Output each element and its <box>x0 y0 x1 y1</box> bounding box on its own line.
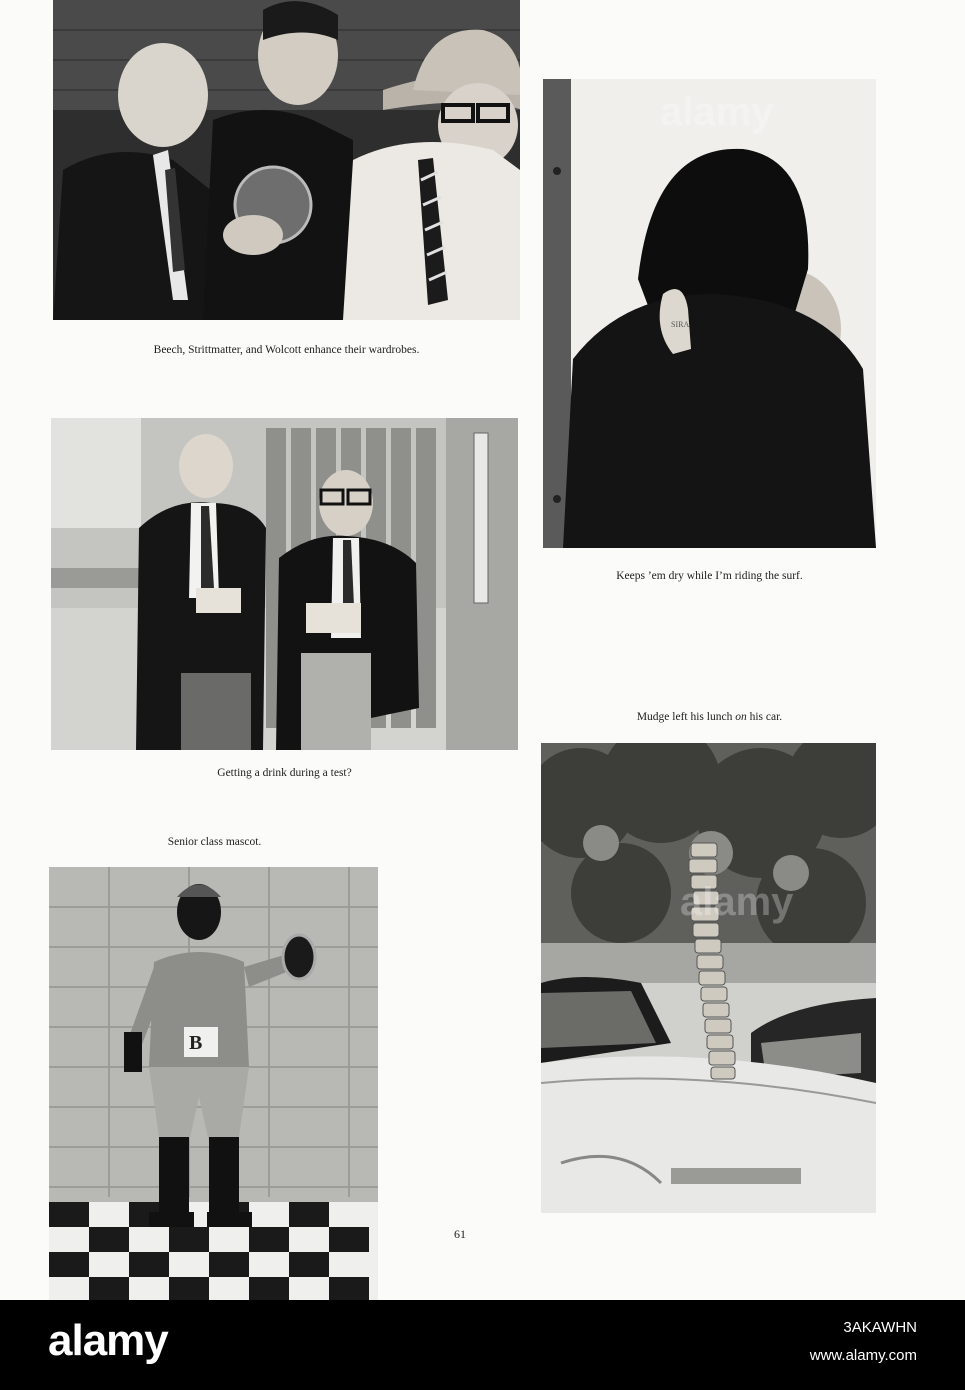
photo-boys-at-lockers <box>51 418 518 750</box>
svg-text:SIRA: SIRA <box>671 320 690 329</box>
photo-lunch-on-car <box>541 743 876 1213</box>
image-id: 3AKAWHN <box>843 1319 917 1336</box>
photo-back-of-head <box>543 79 876 548</box>
photo-three-boys-wardrobes <box>53 0 520 320</box>
stock-footer-bar <box>0 1300 965 1390</box>
page-number: 61 <box>454 1227 466 1241</box>
site-url: www.alamy.com <box>809 1347 917 1364</box>
watermark: alamy <box>680 880 794 924</box>
caption-lunch-prefix: Mudge left his lunch <box>636 711 736 723</box>
caption-lunch-suffix: his car. <box>746 711 783 723</box>
alamy-logo: alamy <box>48 1316 168 1365</box>
caption-drink: Getting a drink during a test? <box>217 767 352 779</box>
image-id-block <box>810 1314 917 1370</box>
caption-mascot: Senior class mascot. <box>167 836 262 848</box>
caption-surf: Keeps ’em dry while I’m riding the surf. <box>616 570 803 582</box>
caption-lunch-italic: on <box>735 711 747 723</box>
photo-jockey-mascot <box>49 867 378 1300</box>
watermark: alamy <box>660 90 774 134</box>
mascot-letter: B <box>189 1032 203 1054</box>
caption-lunch <box>543 711 876 723</box>
caption-wardrobes: Beech, Strittmatter, and Wolcott enhance their wardrobes. <box>153 344 420 356</box>
